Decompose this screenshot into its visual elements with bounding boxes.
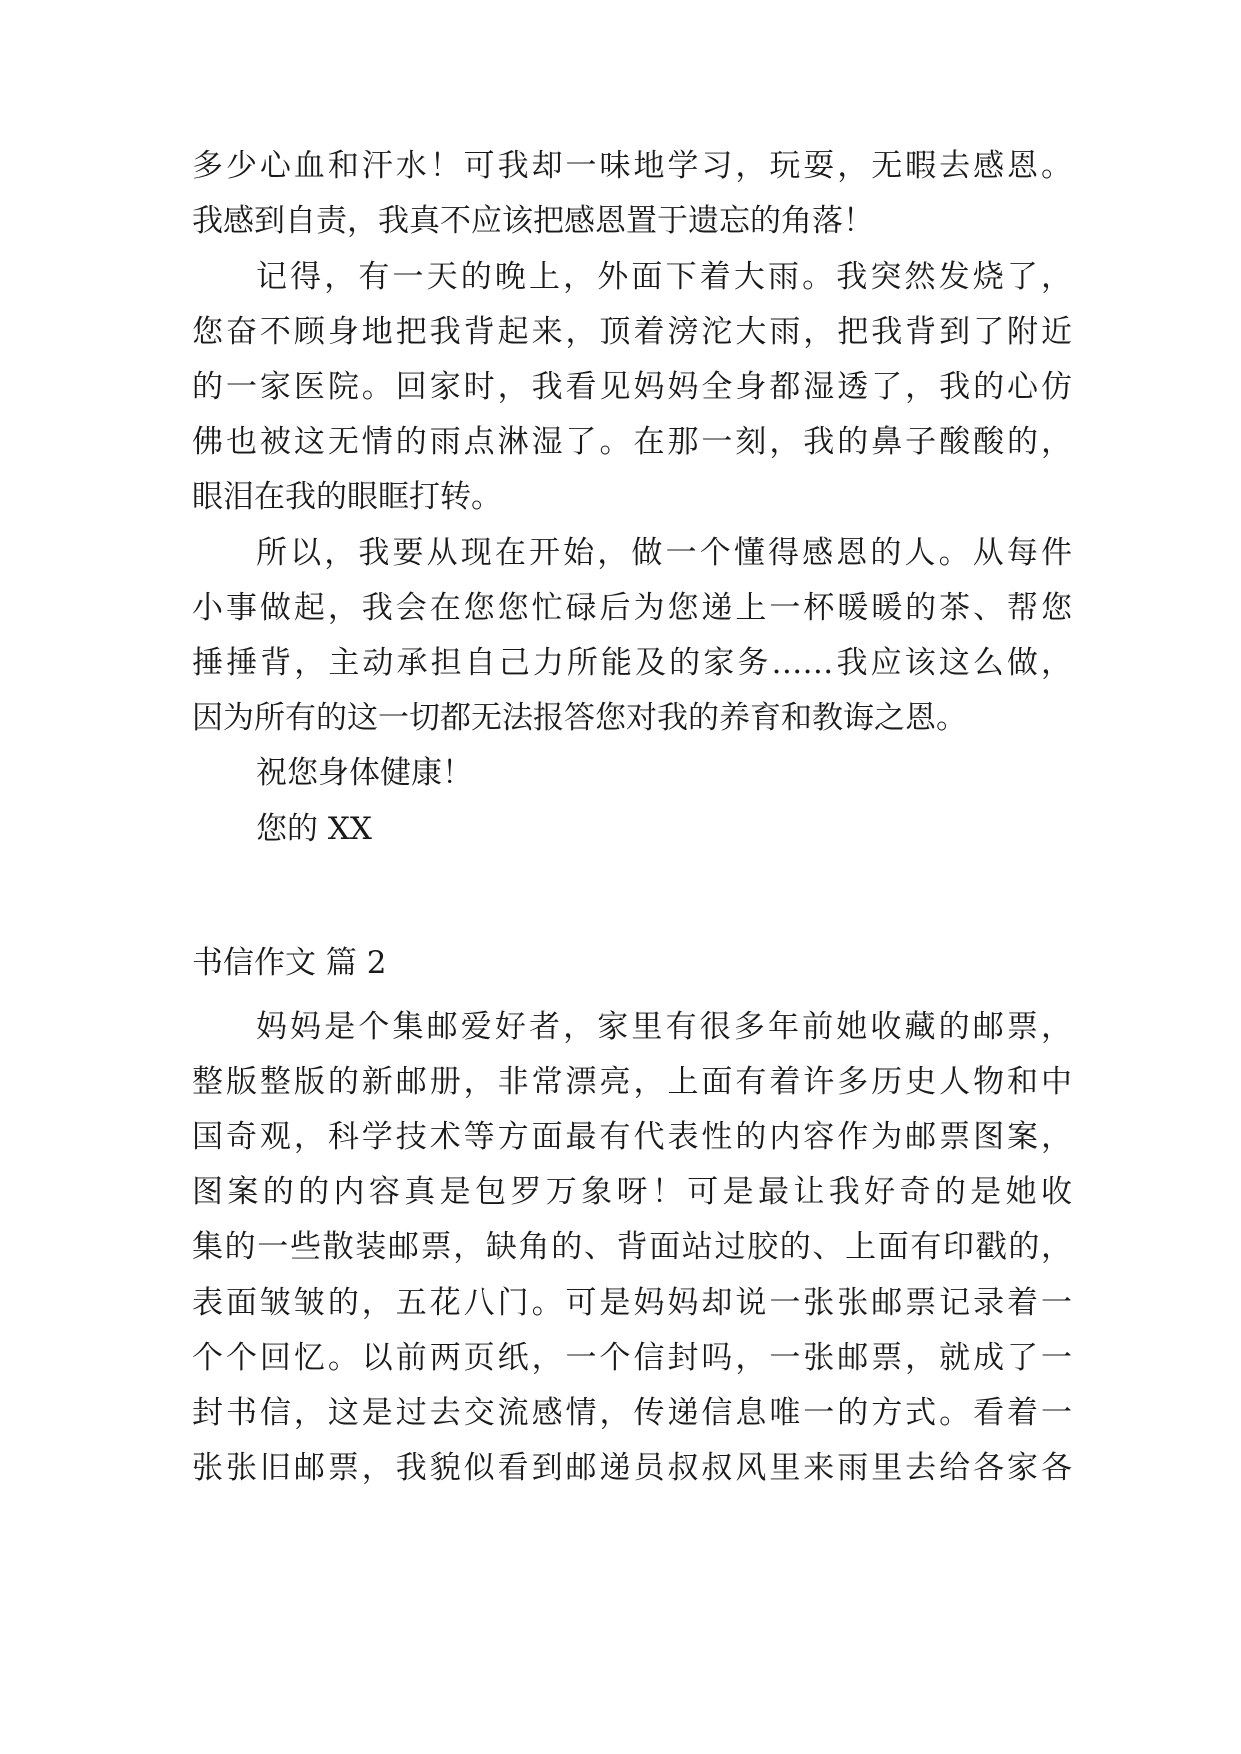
- text-line: 您奋不顾身地把我背起来，顶着滂沱大雨，把我背到了附近: [192, 314, 1072, 350]
- text-line: 多少心血和汗水！可我却一味地学习，玩耍，无暇去感恩。: [192, 148, 1072, 184]
- text-line: 图案的的内容真是包罗万象呀！可是最让我好奇的是她收: [192, 1174, 1072, 1210]
- text-line: 集的一些散装邮票，缺角的、背面站过胶的、上面有印戳的，: [192, 1229, 1072, 1265]
- text-line: 个个回忆。以前两页纸，一个信封吗，一张邮票，就成了一: [192, 1340, 1072, 1376]
- signature-line: 您的 XX: [256, 811, 372, 847]
- text-line: 佛也被这无情的雨点淋湿了。在那一刻，我的鼻子酸酸的，: [192, 424, 1072, 460]
- text-line: 妈妈是个集邮爱好者，家里有很多年前她收藏的邮票，: [256, 1009, 1072, 1045]
- section-heading: 书信作文 篇 2: [192, 945, 387, 981]
- text-line: 眼泪在我的眼眶打转。: [192, 479, 502, 515]
- text-line: 祝您身体健康！: [256, 755, 473, 791]
- text-line: 张张旧邮票，我貌似看到邮递员叔叔风里来雨里去给各家各: [192, 1450, 1072, 1486]
- text-line: 我感到自责，我真不应该把感恩置于遗忘的角落！: [192, 203, 874, 239]
- text-line: 封书信，这是过去交流感情，传递信息唯一的方式。看着一: [192, 1395, 1072, 1431]
- text-line: 记得，有一天的晚上，外面下着大雨。我突然发烧了，: [256, 259, 1072, 295]
- text-line: 国奇观，科学技术等方面最有代表性的内容作为邮票图案，: [192, 1119, 1072, 1155]
- text-line: 表面皱皱的，五花八门。可是妈妈却说一张张邮票记录着一: [192, 1285, 1072, 1321]
- text-line: 的一家医院。回家时，我看见妈妈全身都湿透了，我的心仿: [192, 369, 1072, 405]
- text-line: 小事做起，我会在您您忙碌后为您递上一杯暖暖的茶、帮您: [192, 590, 1072, 626]
- text-line: 整版整版的新邮册，非常漂亮，上面有着许多历史人物和中: [192, 1064, 1072, 1100]
- text-line: 因为所有的这一切都无法报答您对我的养育和教诲之恩。: [192, 700, 967, 736]
- text-line: 捶捶背，主动承担自己力所能及的家务……我应该这么做，: [192, 645, 1072, 681]
- text-line: 所以，我要从现在开始，做一个懂得感恩的人。从每件: [256, 535, 1072, 571]
